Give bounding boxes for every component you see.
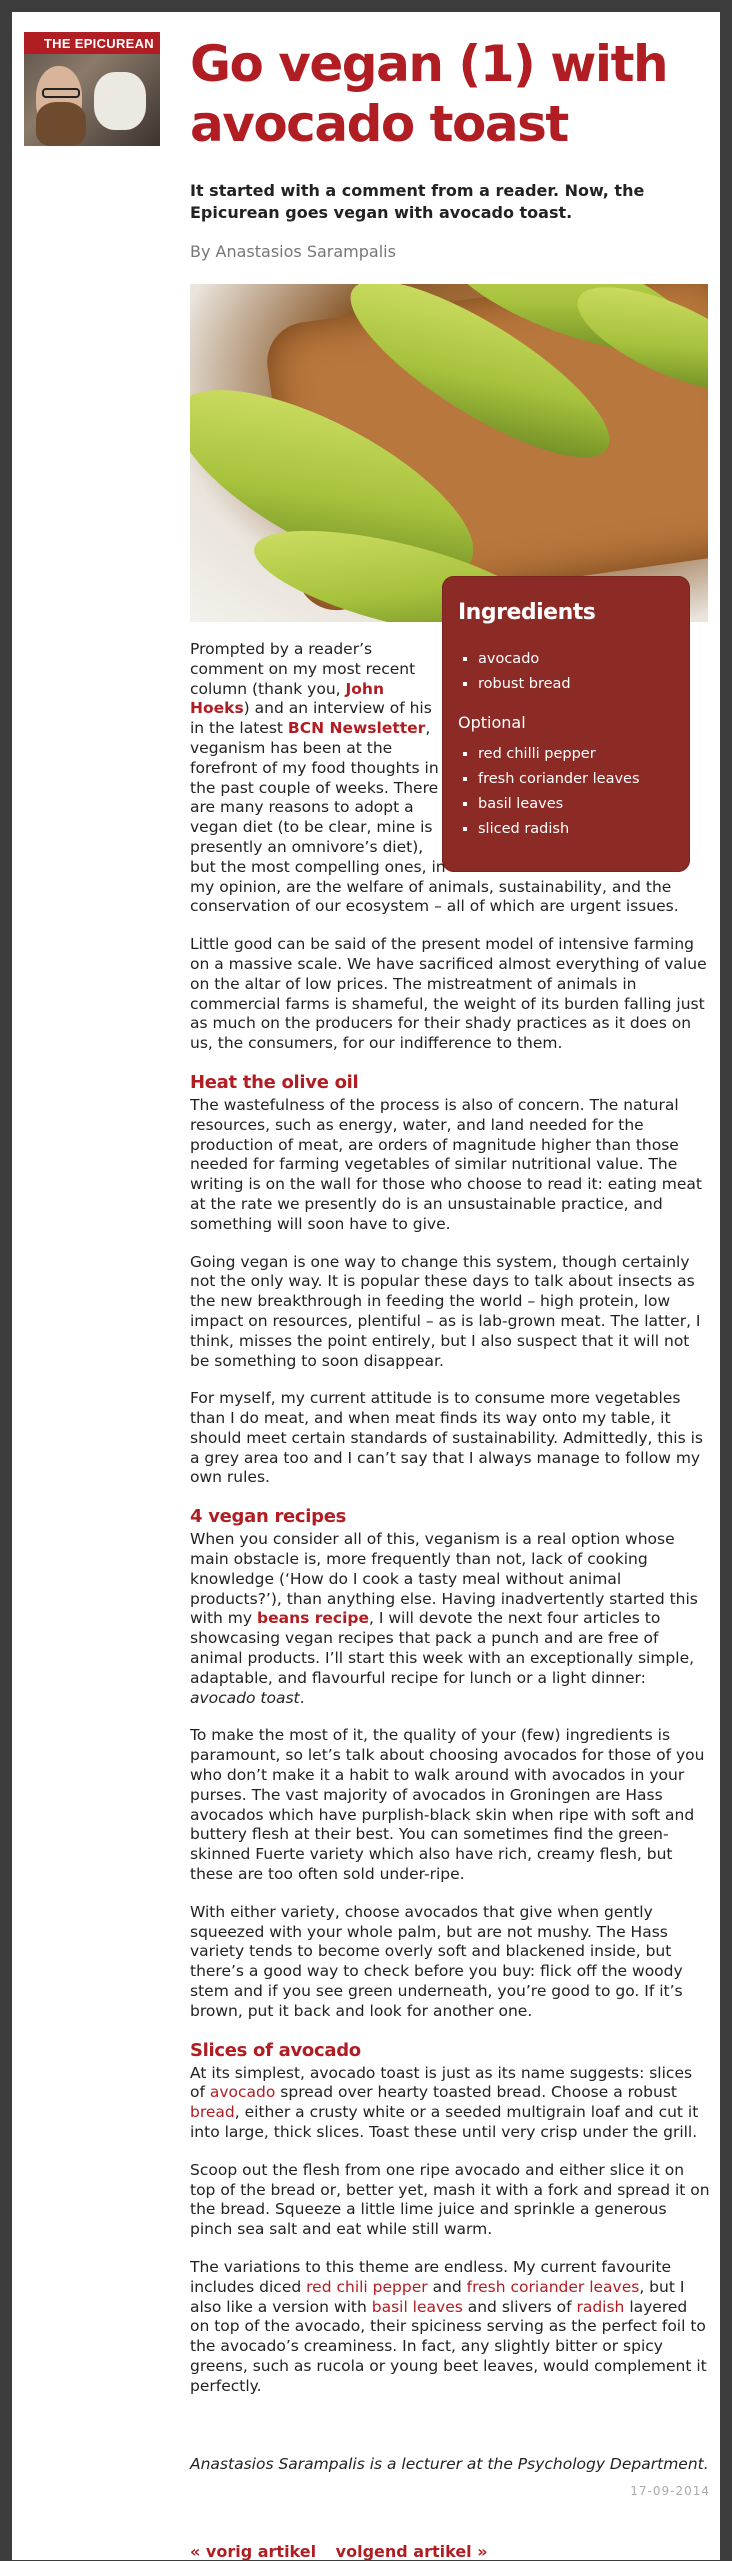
- article-body: [190, 640, 710, 2502]
- intro-text: Prompted by a reader’s comment on my most recent column (thank you, John Hoeks) and an interview of his in the latest BCN Newsletter, veganism has been at the forefront of my food thoughts in the past couple of weeks. There are many reasons to adopt a vegan diet (to be clear, mine is presently an omnivore’s diet), but the most compelling ones, in my opinion, are the welfare of animals, sustainability, and the conservation of our ecosystem – all of which are urgent issues.: [190, 640, 679, 916]
- logo-text: THE EPICUREAN: [43, 35, 154, 51]
- avocado-toast-photo: [190, 284, 708, 622]
- link-fresh-coriander[interactable]: fresh coriander leaves: [466, 2277, 640, 2296]
- section-heading-vegan-recipes: 4 vegan recipes: [190, 1506, 347, 1528]
- section-heading-slices: Slices of avocado: [190, 2039, 361, 2061]
- link-basil-leaves[interactable]: basil leaves: [371, 2297, 463, 2316]
- paragraph: For myself, my current attitude is to consume more vegetables than I do meat, and when meat finds its way onto my table, it should meet certain standards of sustainability. Admittedly, this is a grey area too and I can’t say that I always manage to follow my own rules.: [190, 1389, 703, 1487]
- paragraph: With either variety, choose avocados that give when gently squeezed with your whole palm, but are not mushy. The Hass variety tends to become overly soft and blackened inside, but there’s a good way to check before you buy: flick off the woody stem and if you see green underneath, you’re good to go. If it’s brown, put it back and look for another one.: [190, 1902, 683, 2020]
- link-bcn-newsletter[interactable]: BCN Newsletter: [287, 719, 426, 738]
- logo-banner: [24, 32, 160, 54]
- link-radish[interactable]: radish: [576, 2297, 625, 2316]
- section-heading-olive-oil: Heat the olive oil: [190, 1071, 359, 1093]
- publish-date: 17-09-2014: [630, 2484, 710, 2499]
- next-article-link[interactable]: volgend artikel »: [335, 2542, 488, 2561]
- paragraph-intro: [190, 640, 710, 917]
- link-red-chili-pepper[interactable]: red chili pepper: [306, 2277, 428, 2296]
- paragraph: Little good can be said of the present model of intensive farming on a massive scale. We have sacrificed almost everything of value on the altar of low prices. The mistreatment of animals in commercial farms is shameful, the weight of its burden falling just as much on the producers for their shady practices as it does on us, the consumers, for our indifference to them.: [190, 935, 707, 1053]
- ingredients-heading: Ingredients: [458, 600, 596, 625]
- float-spacer: [448, 640, 710, 876]
- article-byline: By Anastasios Sarampalis: [190, 242, 396, 261]
- list-item: ▪ robust bread: [478, 672, 674, 697]
- paragraph: At its simplest, avocado toast is just as its name suggests: slices of avocado spread over hearty toasted bread. Choose a robust bread, either a crusty white or a seeded multigrain loaf and cut it into large, thick slices. Toast these until very crisp under the grill.: [190, 2063, 699, 2141]
- article-navigation: [190, 2542, 502, 2561]
- link-avocado[interactable]: avocado: [209, 2083, 276, 2102]
- link-beans-recipe[interactable]: beans recipe: [257, 1609, 370, 1628]
- list-item: ▪ red chilli pepper: [478, 742, 674, 767]
- epicurean-logo[interactable]: [24, 32, 160, 146]
- article-page: [12, 12, 720, 2560]
- paragraph: The wastefulness of the process is also of concern. The natural resources, such as energy, water, and land needed for the production of meat, are orders of magnitude higher than those needed for farming vegetables of similar nutritional value. The writing is on the wall for those who choose to read it: eating meat at the rate we presently do is an unsustainable practice, and something will soon have to give.: [190, 1095, 702, 1233]
- article-lead: It started with a comment from a reader. Now, the Epicurean goes vegan with avocado toast.: [190, 181, 645, 222]
- list-item: ▪ avocado: [478, 647, 674, 672]
- paragraph: Going vegan is one way to change this system, though certainly not the only way. It is popular these days to talk about insects as the new breakthrough in feeding the world – high protein, low impact on resources, plentiful – as is lab-grown meat. The latter, I think, misses the point entirely, but I also suspect that it will not be something to soon disappear.: [190, 1252, 701, 1370]
- list-item: ▪ basil leaves: [478, 792, 674, 817]
- paragraph: When you consider all of this, veganism is a real option whose main obstacle is, more frequently than not, lack of cooking knowledge (‘How do I cook a tasty meal without animal products?’), than anything else. Having inadvertently started this with my beans recipe, I will devote the next four articles to showcasing vegan recipes that pack a punch and are free of animal products. I’ll start this week with an exceptionally simple, adaptable, and flavourful recipe for lunch or a light dinner: avocado toast.: [190, 1530, 698, 1707]
- logo-hand-shape: [94, 72, 146, 130]
- paragraph: To make the most of it, the quality of your (few) ingredients is paramount, so let’s talk about choosing avocados for those of you who don’t make it a habit to walk around with avocados in your purses. The vast majority of avocados in Groningen are Hass avocados which have purplish-black skin when ripe with soft and buttery flesh at their best. You can sometimes find the green-skinned Fuerte variety which also have rich, creamy flesh, but these are too often sold under-ripe.: [190, 1726, 705, 1884]
- link-bread[interactable]: bread: [190, 2103, 235, 2122]
- list-item: ▪ sliced radish: [478, 817, 674, 842]
- link-john-hoeks[interactable]: John Hoeks: [190, 679, 384, 718]
- author-note: Anastasios Sarampalis is a lecturer at the Psychology Department.: [190, 2454, 709, 2473]
- paragraph: Scoop out the flesh from one ripe avocado and either slice it on top of the bread or, better yet, mash it with a fork and spread it on the bread. Squeeze a little lime juice and sprinkle a generous pinch sea salt and eat while still warm.: [190, 2160, 710, 2239]
- article-title: Go vegan (1) with avocado toast: [190, 35, 668, 153]
- logo-beard-shape: [36, 102, 86, 146]
- logo-glasses-shape: [42, 88, 80, 98]
- optional-heading: Optional: [458, 713, 526, 732]
- previous-article-link[interactable]: « vorig artikel: [190, 2542, 317, 2561]
- list-item: ▪ fresh coriander leaves: [478, 767, 674, 792]
- paragraph: The variations to this theme are endless. My current favourite includes diced red chili pepper and fresh coriander leaves, but I also like a version with basil leaves and slivers of radish layered on top of the avocado, their spiciness serving as the perfect foil to the avocado’s creaminess. In fact, any slightly bitter or spicy greens, such as rucola or young beet leaves, would complement it perfectly.: [190, 2257, 707, 2395]
